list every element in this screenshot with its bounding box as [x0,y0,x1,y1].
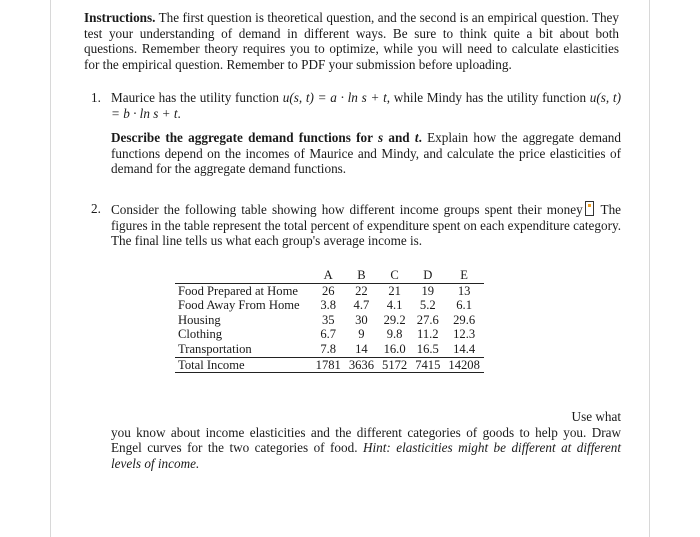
question-2 [91,201,621,249]
table-cell: 29.6 [453,312,476,327]
table-cell: 14 [355,341,368,356]
table-column-header: A [312,268,345,283]
table-cell: 6.1 [456,298,472,313]
question-2-prompt [111,201,621,249]
table-cell: 16.0 [383,341,406,356]
q2-text-b: The figures in the table represent the total percent of expenditure spent on each expenditure category. The final line tells us what each group's average income is. [111,202,622,249]
q1-text-b: , while Mindy has the utility function [386,90,590,105]
instructions-text: The first question is theoretical question, and the second is an empirical question. They test your understanding of demand in different ways. Be sure to think quite a bit about both questions. Remember theory requires you to optimize, while you will need to calculate elasticities for the empirical question. Remember to PDF your submission before uploading. [84,10,619,72]
tail-hint: Hint: elasticities might be different at different levels of income. [111,440,621,471]
row-label: Total Income [175,357,312,373]
footnote-marker-icon[interactable] [585,201,594,216]
q1-bold-s: s [377,130,384,146]
table-cell: 22 [355,283,368,298]
table-cell: 12.3 [453,327,476,342]
table-total-row [175,357,484,373]
row-label: Transportation [178,341,252,356]
q1-text-a: Maurice has the utility function [111,90,283,105]
table-cell: 13 [457,283,471,298]
table-cell: 9 [358,327,365,342]
table-row [175,298,484,313]
table-cell: 3636 [345,357,378,373]
q1-task-rest: Explain how the aggregate demand functions depend on the incomes of Maurice and Mindy, and calculate the price elasticities of demand for the aggregate demand functions. [111,130,621,177]
question-1-prompt [111,90,621,121]
tail-paragraph [111,425,621,472]
table-cell: 27.6 [416,312,439,327]
table-cell: 7.8 [320,341,337,356]
table-row [175,313,484,328]
expenditure-table [175,268,484,373]
table-cell: 30 [355,312,368,327]
q2-text-a: Consider the following table showing how different income groups spent their money [111,202,583,217]
question-2-continuation [111,409,621,471]
table-column-header: C [378,268,411,283]
maurice-utility-function: u(s, t) = a · ln s + t [282,90,387,105]
table-cell: 35 [321,312,335,327]
row-label: Food Away From Home [178,298,300,313]
table-cell: 9.8 [386,327,403,342]
table-cell: 4.1 [386,298,403,313]
question-1-task [111,130,621,177]
tail-text: you know about income elasticities and the different categories of goods to help you. Draw Engel curves for the two categories of food. [111,424,621,456]
q1-bold-a: Describe the aggregate demand functions for [111,130,378,146]
mindy-utility-function: u(s, t) = b · ln s + t [111,90,621,121]
table-cell: 6.7 [320,327,337,342]
table-cell: 1781 [312,357,345,373]
question-1 [91,90,621,177]
table-header-row [175,268,484,283]
question-2-number: 2. [91,201,101,216]
page-border-right [649,0,650,537]
table-cell: 5172 [378,357,411,373]
table-cell: 26 [321,283,335,298]
table-cell: 5.2 [419,298,436,313]
row-label: Clothing [178,327,223,342]
table-cell: 11.2 [417,327,439,342]
table-cell: 16.5 [416,341,439,356]
table-row [175,327,484,342]
row-label: Housing [178,312,221,327]
table-cell: 14.4 [453,341,476,356]
table-column-header: E [444,268,483,283]
table-cell: 3.8 [320,298,337,313]
instructions-label: Instructions. [84,10,156,25]
q1-bold-and: and [383,130,415,146]
table-cell: 14208 [444,357,483,373]
table-cell: 21 [388,283,401,298]
table-cell: 29.2 [383,312,406,327]
table-column-header: B [345,268,378,283]
table-row [175,342,484,357]
page-border-left [50,0,51,537]
q1-bold-end: . [418,130,422,146]
table-header-blank [175,268,312,283]
instructions-paragraph [84,10,619,72]
q1-bold-t: t [414,130,419,146]
question-1-number: 1. [91,90,101,105]
table-cell: 7415 [411,357,444,373]
table-cell: 4.7 [353,298,370,313]
table-column-header: D [411,268,444,283]
row-label: Food Prepared at Home [178,283,298,298]
table-cell: 19 [421,283,435,298]
q1-text-end: . [177,105,181,121]
tail-lead: Use what [571,409,621,424]
table-row [175,283,484,298]
